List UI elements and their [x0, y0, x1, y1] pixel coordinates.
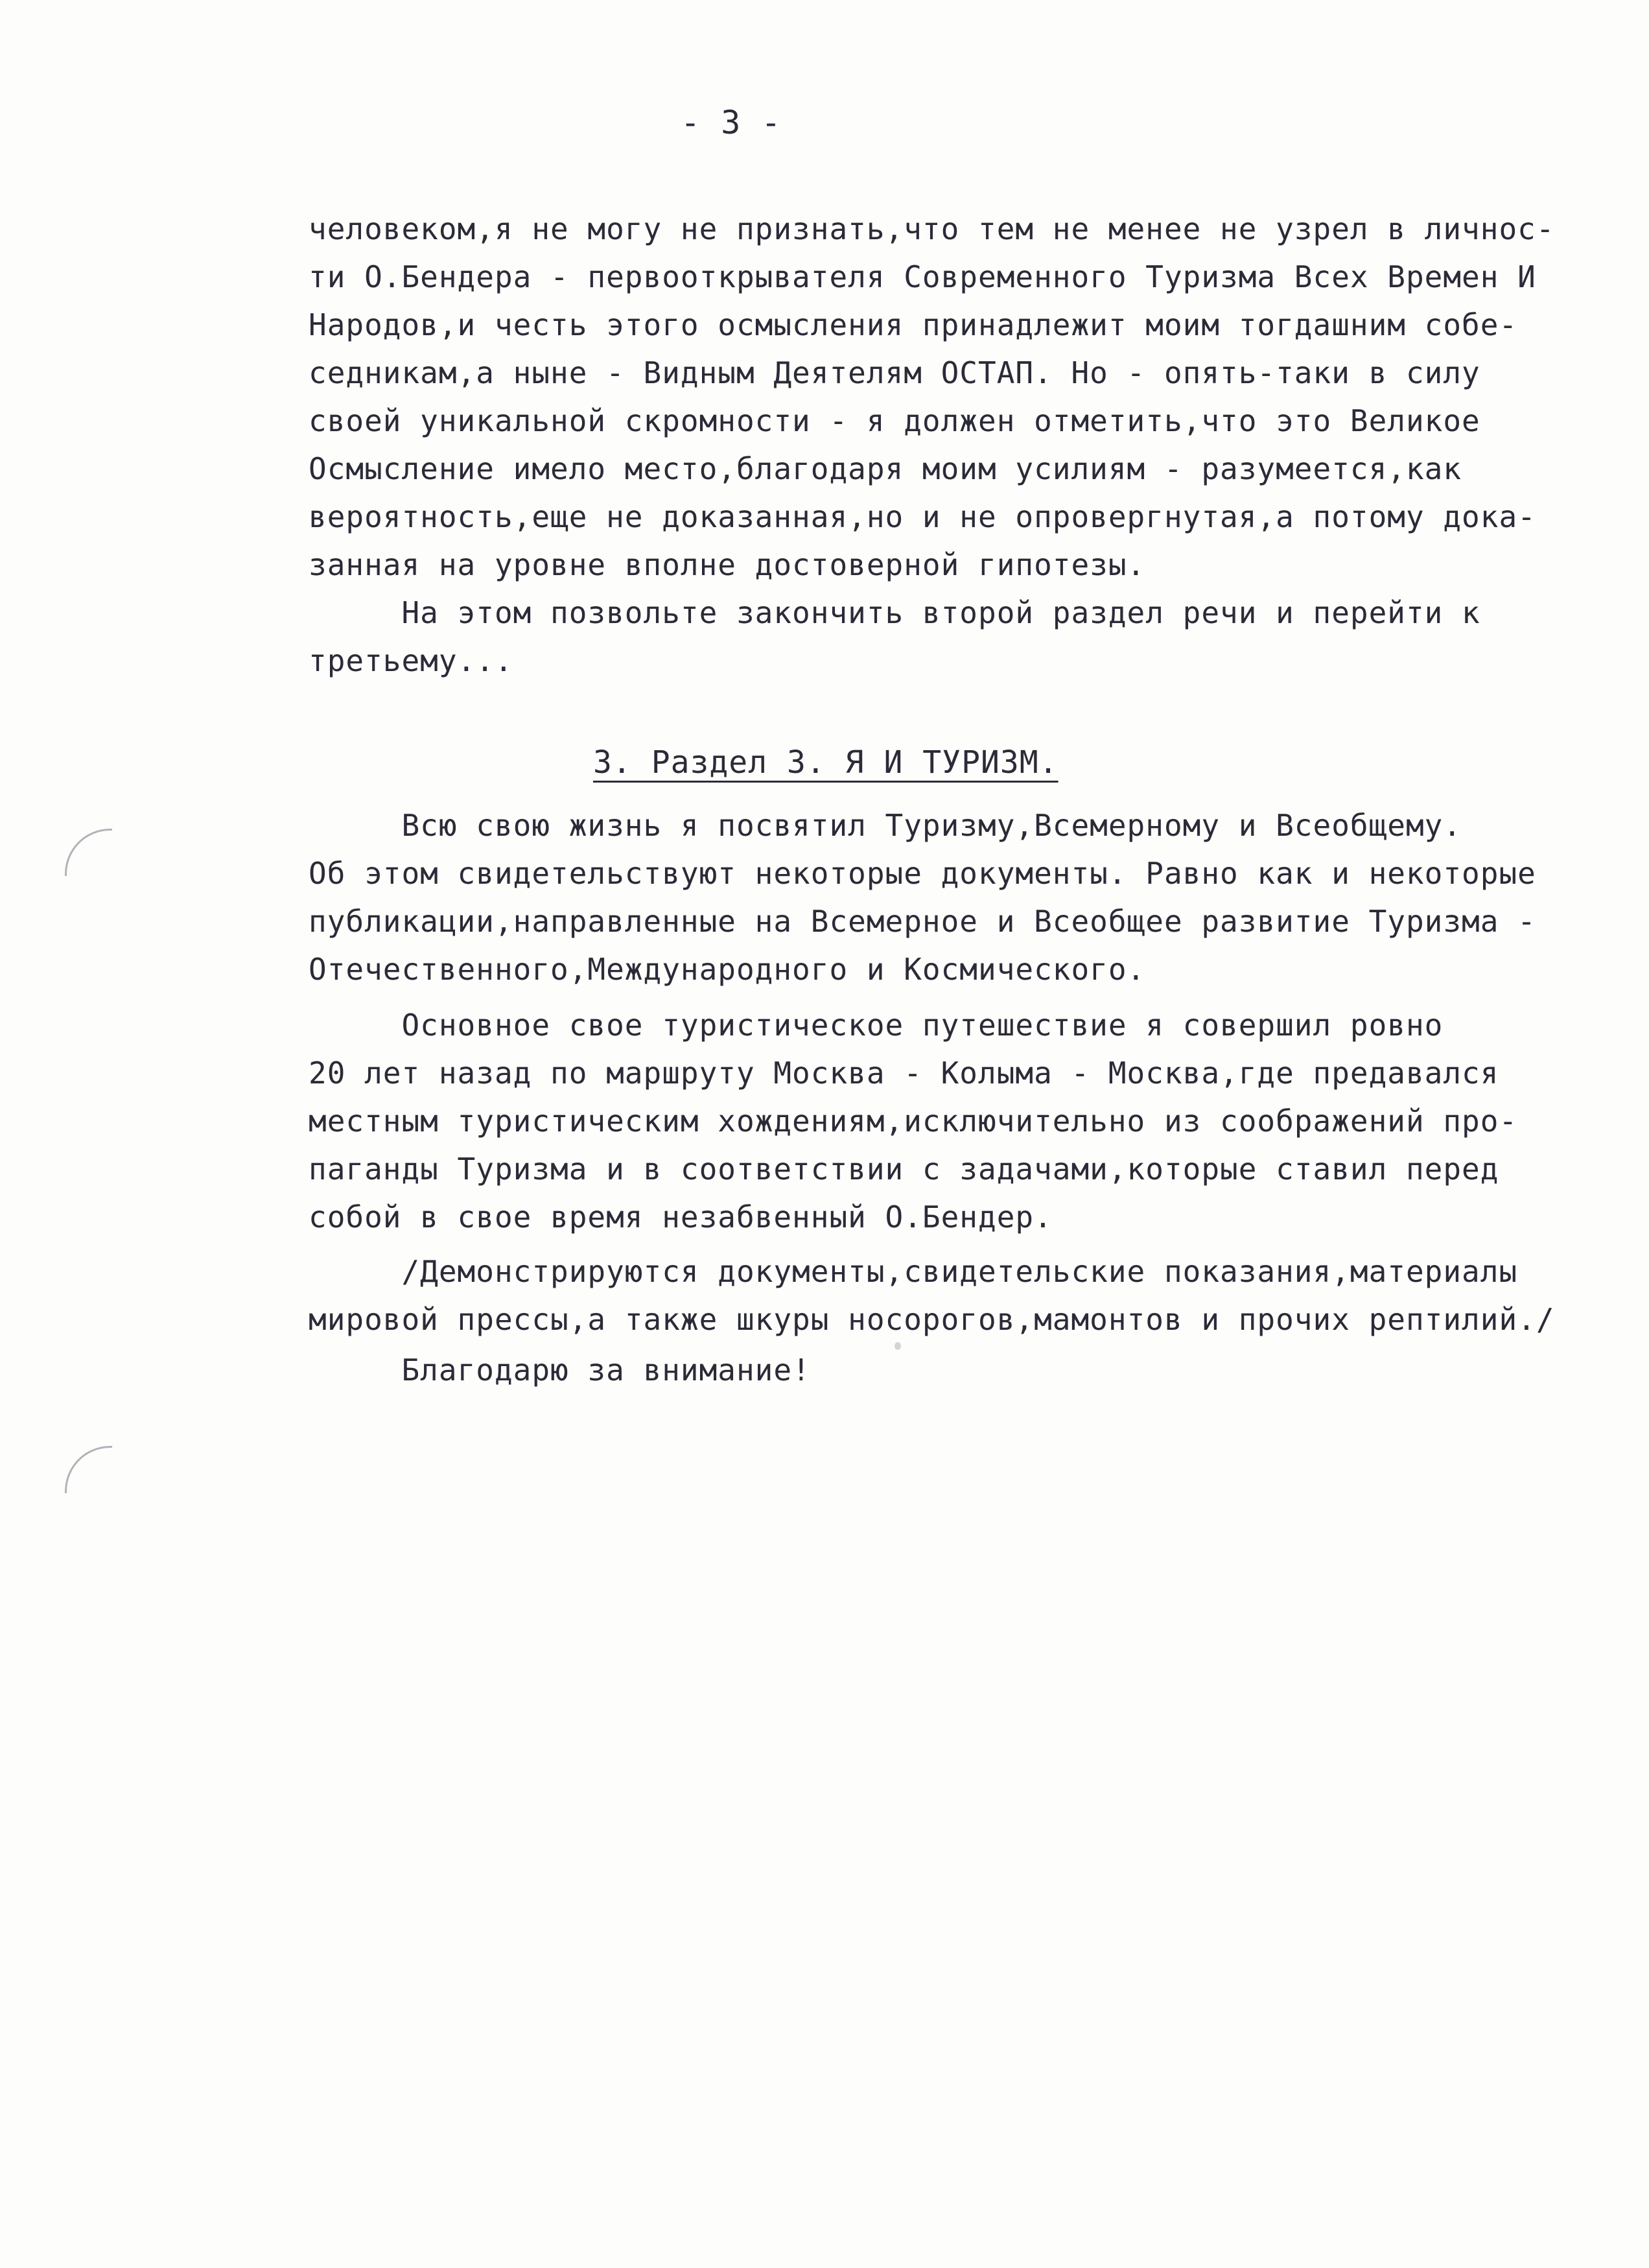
punch-hole-mark	[65, 829, 112, 876]
text-line: занная на уровне вполне достоверной гипотезы.	[309, 547, 1146, 582]
text-line: паганды Туризма и в соответствии с задачами,которые ставил перед	[309, 1152, 1499, 1187]
text-line: Народов,и честь этого осмысления принадлежит моим тогдашним собе-	[309, 307, 1518, 342]
text-line: собой в свое время незабвенный О.Бендер.	[309, 1199, 1053, 1234]
text-line: седникам,а ныне - Видным Деятелям ОСТАП. Но - опять-таки в силу	[309, 355, 1480, 390]
text-line: Всю свою жизнь я посвятил Туризму,Всемерному и Всеобщему.	[309, 808, 1462, 843]
text-line: Основное свое туристическое путешествие я совершил ровно	[309, 1008, 1444, 1043]
text-line: Об этом свидетельствуют некоторые документы. Равно как и некоторые	[309, 856, 1536, 891]
text-line: мировой прессы,а также шкуры носорогов,мамонтов и прочих рептилий./	[309, 1302, 1555, 1337]
section-heading: 3. Раздел 3. Я И ТУРИЗМ.	[593, 744, 1058, 781]
text-line: публикации,направленные на Всемерное и Всеобщее развитие Туризма -	[309, 904, 1536, 939]
text-line: На этом позвольте закончить второй раздел речи и перейти к	[309, 595, 1480, 630]
text-line: Осмысление имело место,благодаря моим усилиям - разумеется,как	[309, 451, 1462, 486]
text-line: третьему...	[309, 643, 513, 678]
text-line: 20 лет назад по маршруту Москва - Колыма - Москва,где предавался	[309, 1056, 1499, 1091]
text-line: Отечественного,Международного и Космического.	[309, 952, 1146, 987]
text-line: Благодарю за внимание!	[309, 1353, 811, 1388]
ink-speck	[895, 1342, 901, 1350]
text-line: вероятность,еще не доказанная,но и не опровергнутая,а потому дока-	[309, 499, 1536, 534]
text-line: своей уникальной скромности - я должен отметить,что это Великое	[309, 403, 1480, 438]
text-line: местным туристическим хождениям,исключительно из соображений про-	[309, 1104, 1518, 1139]
text-line: /Демонстрируются документы,свидетельские показания,материалы	[309, 1254, 1518, 1289]
punch-hole-mark	[65, 1446, 112, 1493]
text-line: человеком,я не могу не признать,что тем не менее не узрел в личнос-	[309, 211, 1555, 246]
page-number: - 3 -	[681, 104, 782, 141]
text-line: ти О.Бендера - первооткрывателя Современного Туризма Всех Времен И	[309, 259, 1536, 294]
